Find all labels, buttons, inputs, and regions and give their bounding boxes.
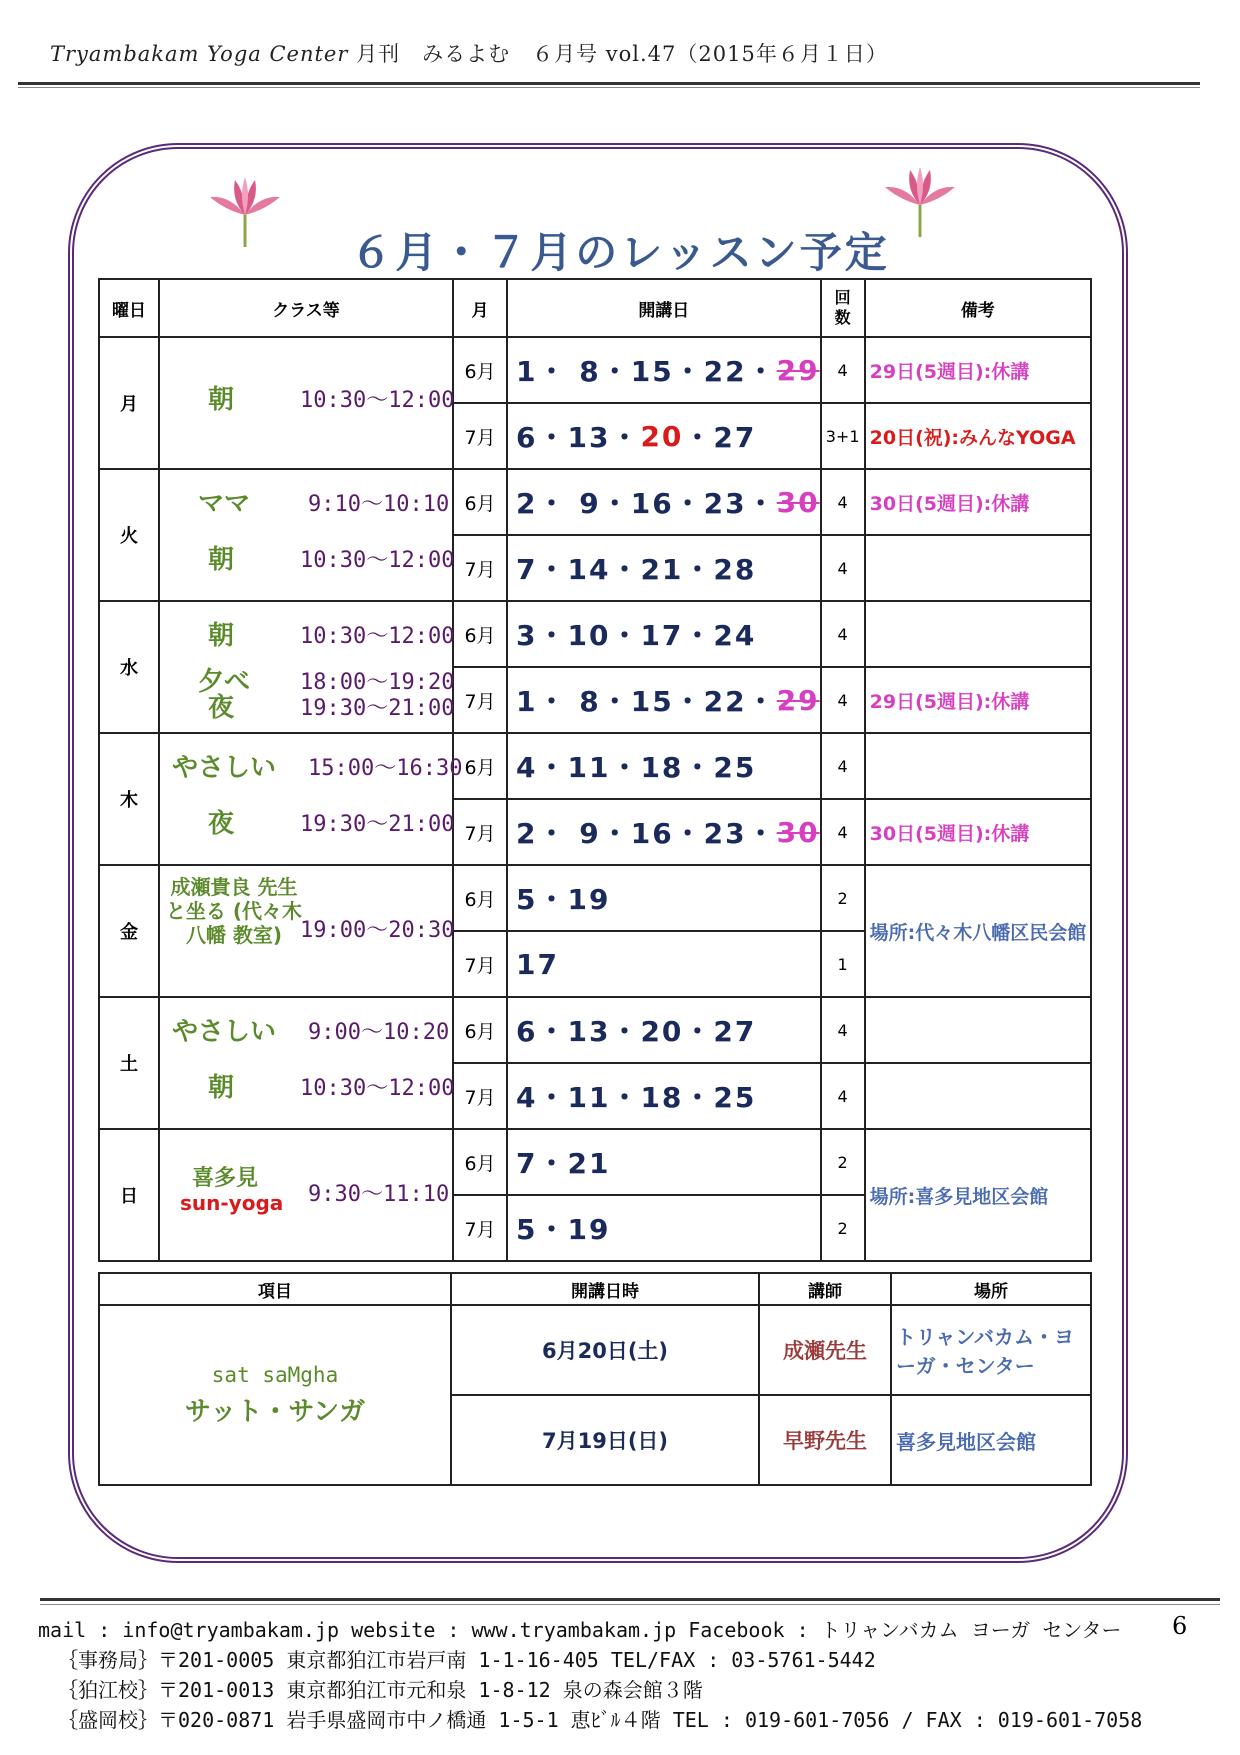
dates-cell [507, 997, 821, 1063]
class-name: 朝 [208, 1073, 235, 1103]
dates-cell [507, 1129, 821, 1195]
count-label: 4 [837, 690, 848, 710]
class-cell [159, 865, 453, 997]
dates-cell [507, 931, 821, 997]
class-time: 10:30～12:00 [300, 624, 455, 649]
note-cell [865, 337, 1091, 403]
count-cell [821, 403, 865, 469]
class-cell [159, 337, 453, 469]
count-label: 4 [837, 756, 848, 776]
header-rule [18, 82, 1200, 85]
header-count: 回 数 [821, 279, 865, 337]
footer-rule [40, 1598, 1220, 1601]
header-brand: Tryambakam Yoga Center [50, 42, 349, 66]
dates-text: 5・19 [516, 1213, 611, 1246]
dates-cell [507, 1195, 821, 1261]
class-cell [159, 1129, 453, 1261]
count-cell [821, 469, 865, 535]
dates-text: 6・13・20・27 [516, 1015, 757, 1048]
month-cell [453, 337, 507, 403]
class-time: 9:10～10:10 [308, 492, 450, 517]
class-time: 10:30～12:00 [300, 388, 455, 413]
sangha-item-ja: サット・サンガ [184, 1396, 366, 1427]
class-time: 19:00～20:30 [300, 918, 455, 943]
class-time: 18:00～19:20 [300, 670, 455, 695]
dates-label [508, 602, 820, 666]
count-label: 4 [837, 558, 848, 578]
schedule-header-row [99, 279, 1091, 337]
note-text [866, 536, 1090, 600]
count-cell [821, 1195, 865, 1261]
month-label: 7月 [464, 822, 496, 845]
count-label: 4 [837, 1086, 848, 1106]
dates-label [508, 800, 820, 864]
dates-text: 7・21 [516, 1147, 611, 1180]
dates-cell [507, 1063, 821, 1129]
note-text: 29日(5週目):休講 [869, 690, 1030, 713]
class-name: やさしい [172, 753, 277, 783]
sangha-date: 7月19日(日) [451, 1395, 759, 1485]
count-cell [821, 799, 865, 865]
footer-rule-thin [40, 1604, 1220, 1605]
place-note: 場所:代々木八幡区民会館 [869, 921, 1087, 944]
note-text: 29日(5週目):休講 [869, 360, 1030, 383]
note-cell [865, 601, 1091, 667]
note-text: 30日(5週目):休講 [869, 492, 1030, 515]
sangha-teacher: 成瀬先生 [759, 1305, 891, 1395]
class-time: 10:30～12:00 [300, 548, 455, 573]
month-cell [453, 535, 507, 601]
schedule-row [99, 337, 1091, 403]
class-name: 朝 [208, 621, 235, 651]
dates-text: 2・ 9・16・23・ [516, 487, 777, 520]
note-text [866, 734, 1090, 798]
dates-text: 1・ 8・15・22・ [516, 355, 777, 388]
class-time: 9:30～11:10 [308, 1182, 450, 1207]
dates-text: ・27 [683, 421, 757, 454]
header-class: クラス等 [159, 279, 453, 337]
count-cell [821, 667, 865, 733]
day-cell: 木 [99, 733, 159, 865]
footer-morioka: ｛盛岡校｝〒020-0871 岩手県盛岡市中ノ橋通 1-5-1 恵ﾋﾞﾙ４階 TEL : 019-601-7056 / FAX : 019-601-7058 [58, 1708, 1143, 1732]
sangha-item-cell [99, 1305, 451, 1485]
class-time: 10:30～12:00 [300, 1076, 455, 1101]
schedule-row [99, 733, 1091, 799]
dates-label [508, 1064, 820, 1128]
note-cell [865, 997, 1091, 1063]
month-cell [453, 931, 507, 997]
count-label: 2 [837, 888, 848, 908]
lesson-schedule-table [98, 278, 1092, 1262]
count-label: 4 [837, 360, 848, 380]
header-day: 曜日 [99, 279, 159, 337]
dates-text: 7・14・21・28 [516, 553, 757, 586]
month-cell [453, 667, 507, 733]
class-cell [159, 733, 463, 865]
month-label: 6月 [464, 888, 496, 911]
month-label: 6月 [464, 624, 496, 647]
month-label: 7月 [464, 1086, 496, 1109]
day-cell: 火 [99, 469, 159, 601]
month-cell [453, 1195, 507, 1261]
sangha-header-datetime: 開講日時 [451, 1273, 759, 1305]
dates-label [508, 536, 820, 600]
month-cell [453, 469, 507, 535]
note-cell [865, 733, 1091, 799]
dates-text: 3・10・17・24 [516, 619, 757, 652]
count-label: 4 [837, 822, 848, 842]
class-cell [159, 997, 453, 1129]
month-label: 6月 [464, 1020, 496, 1043]
sangha-teacher: 早野先生 [759, 1395, 891, 1485]
month-cell [453, 799, 507, 865]
dates-text: 2・ 9・16・23・ [516, 817, 777, 850]
month-label: 7月 [464, 954, 496, 977]
dates-text: 1・ 8・15・22・ [516, 685, 777, 718]
month-cell [453, 997, 507, 1063]
class-name: 喜多見 [192, 1166, 259, 1191]
count-label: 4 [837, 624, 848, 644]
dates-text: 6・13・ [516, 421, 641, 454]
month-label: 6月 [464, 360, 496, 383]
sangha-header-teacher: 講師 [759, 1273, 891, 1305]
note-cell [865, 1063, 1091, 1129]
count-label: 2 [837, 1218, 848, 1238]
class-subname: sun-yoga [180, 1191, 284, 1215]
dates-cell [507, 865, 821, 931]
count-label: 3+1 [825, 426, 860, 446]
count-cell [821, 865, 865, 931]
count-cell [821, 601, 865, 667]
dates-cell [507, 733, 821, 799]
sangha-row [99, 1305, 1091, 1395]
place-note: 場所:喜多見地区会館 [869, 1185, 1049, 1208]
count-cell [821, 337, 865, 403]
dates-label [508, 470, 820, 534]
dates-label [508, 668, 820, 732]
schedule-row [99, 601, 1091, 667]
class-name: 夜 [208, 693, 235, 723]
header-dates: 開講日 [507, 279, 821, 337]
sangha-header-place: 場所 [891, 1273, 1091, 1305]
month-label: 6月 [464, 756, 496, 779]
dates-text: 5・19 [516, 883, 611, 916]
holiday-date: 20 [640, 419, 684, 453]
footer-contact: mail : info@tryambakam.jp website : www.tryambakam.jp Facebook : トリャンバカム ヨーガ センター [38, 1618, 1122, 1642]
class-time: 19:30～21:00 [300, 812, 455, 837]
count-cell [821, 997, 865, 1063]
note-cell [865, 403, 1091, 469]
note-cell [865, 799, 1091, 865]
month-cell [453, 1129, 507, 1195]
count-label: 4 [837, 1020, 848, 1040]
count-cell [821, 733, 865, 799]
class-name: 夜 [208, 809, 235, 839]
sangha-header-item: 項目 [99, 1273, 451, 1305]
month-cell [453, 601, 507, 667]
schedule-row [99, 997, 1091, 1063]
sangha-date: 6月20日(土) [451, 1305, 759, 1395]
month-label: 7月 [464, 558, 496, 581]
dates-label [508, 1130, 820, 1194]
class-name: やさしい [172, 1017, 277, 1047]
dates-cell [507, 403, 821, 469]
count-label: 4 [837, 492, 848, 512]
sangha-place: 喜多見地区会館 [891, 1395, 1091, 1485]
month-label: 7月 [464, 1218, 496, 1241]
day-cell: 日 [99, 1129, 159, 1261]
count-cell [821, 1129, 865, 1195]
schedule-row [99, 1129, 1091, 1195]
schedule-row [99, 865, 1091, 931]
class-time: 15:00～16:30 [308, 756, 463, 781]
dates-label [508, 404, 820, 468]
header-month: 月 [453, 279, 507, 337]
count-cell [821, 1063, 865, 1129]
count-label: 2 [837, 1152, 848, 1172]
day-cell: 月 [99, 337, 159, 469]
note-cell [865, 1129, 1091, 1261]
dates-text: 4・11・18・25 [516, 1081, 757, 1114]
count-label: 1 [837, 954, 848, 974]
dates-label [508, 932, 820, 996]
month-cell [453, 1063, 507, 1129]
month-label: 7月 [464, 690, 496, 713]
cancelled-date: 30 [776, 485, 820, 519]
header-issue: 月刊 みるよむ ６月号 vol.47（2015年６月１日） [356, 42, 888, 66]
class-cell [159, 469, 453, 601]
note-text: 30日(5週目):休講 [869, 822, 1030, 845]
sangha-item-en: sat saMgha [211, 1362, 339, 1387]
class-time: 9:00～10:20 [308, 1020, 450, 1045]
note-cell [865, 667, 1091, 733]
class-name: 朝 [208, 545, 235, 575]
dates-cell [507, 799, 821, 865]
count-cell [821, 931, 865, 997]
day-cell: 土 [99, 997, 159, 1129]
class-name: 成瀬貴良 先生と坐る (代々木八幡 教室) [165, 875, 303, 947]
header-rule-thin [18, 87, 1200, 88]
footer-office: ｛事務局｝〒201-0005 東京都狛江市岩戸南 1-1-16-405 TEL/FAX : 03-5761-5442 [58, 1648, 876, 1672]
dates-label [508, 866, 820, 930]
note-cell [865, 865, 1091, 997]
page-number: 6 [1172, 1612, 1188, 1640]
class-time: 19:30～21:00 [300, 696, 455, 721]
dates-cell [507, 535, 821, 601]
class-cell [159, 601, 453, 733]
sangha-place: トリャンバカム・ヨーガ・センター [891, 1305, 1091, 1395]
dates-label [508, 998, 820, 1062]
dates-cell [507, 337, 821, 403]
count-cell [821, 535, 865, 601]
page-title: ６月・７月のレッスン予定 [350, 228, 890, 277]
month-label: 6月 [464, 1152, 496, 1175]
dates-label [508, 1196, 820, 1260]
note-text [866, 602, 1090, 666]
dates-cell [507, 667, 821, 733]
cancelled-date: 30 [776, 815, 820, 849]
dates-text: 4・11・18・25 [516, 751, 757, 784]
note-cell [865, 535, 1091, 601]
note-text [866, 1064, 1090, 1128]
cancelled-date: 29 [776, 353, 820, 387]
note-text: 20日(祝):みんなYOGA [869, 426, 1076, 449]
page-header [50, 38, 888, 68]
satsangha-table [98, 1272, 1092, 1486]
day-cell: 水 [99, 601, 159, 733]
note-cell [865, 469, 1091, 535]
dates-cell [507, 601, 821, 667]
class-name: 夕べ [198, 667, 251, 697]
month-label: 7月 [464, 426, 496, 449]
class-name: 朝 [208, 385, 235, 415]
note-text [866, 998, 1090, 1062]
day-cell: 金 [99, 865, 159, 997]
month-cell [453, 865, 507, 931]
footer-komae: ｛狛江校｝〒201-0013 東京都狛江市元和泉 1-8-12 泉の森会館３階 [58, 1678, 703, 1702]
header-note: 備考 [865, 279, 1091, 337]
cancelled-date: 29 [776, 683, 820, 717]
dates-label [508, 734, 820, 798]
schedule-row [99, 469, 1091, 535]
sangha-header-row [99, 1273, 1091, 1305]
month-label: 6月 [464, 492, 496, 515]
dates-text: 17 [516, 947, 559, 981]
class-name: ママ [198, 489, 251, 519]
month-cell [453, 403, 507, 469]
dates-cell [507, 469, 821, 535]
dates-label [508, 338, 820, 402]
